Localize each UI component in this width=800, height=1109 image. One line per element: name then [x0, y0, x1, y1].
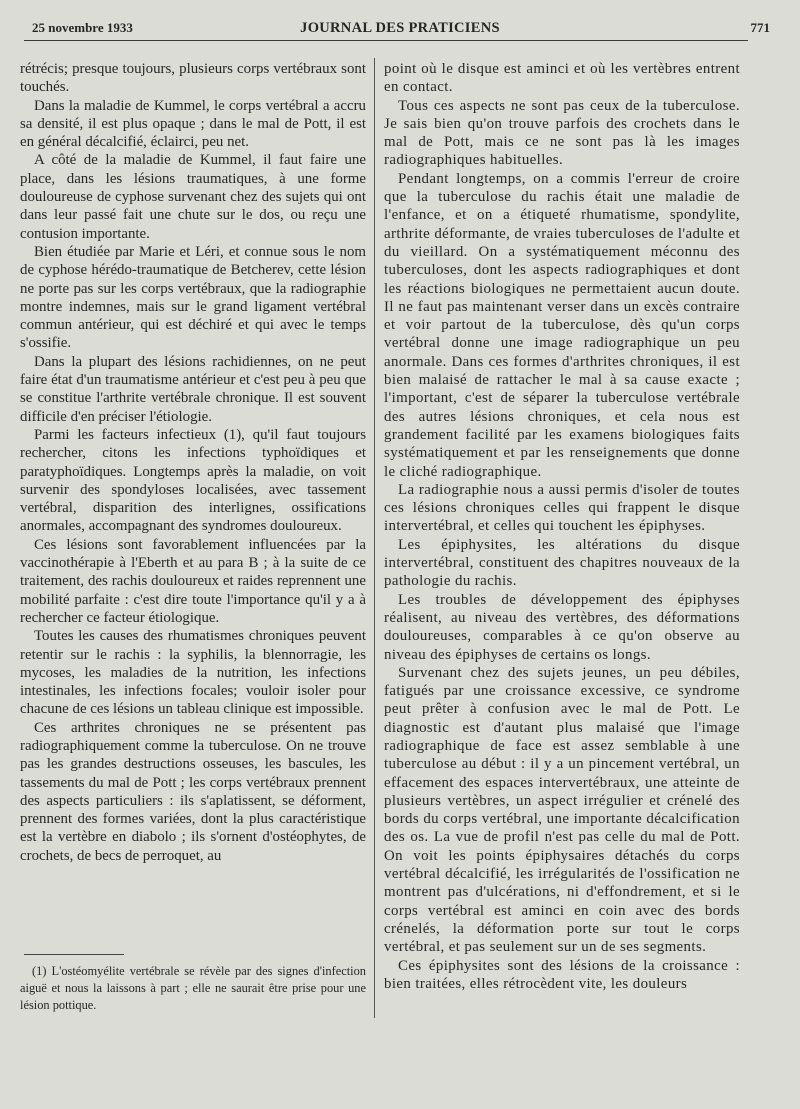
paragraph: rétrécis; presque toujours, plusieurs corps vertébraux sont touchés.	[20, 61, 366, 96]
footnote-rule	[24, 954, 124, 955]
paragraph: Survenant chez des sujets jeunes, un peu débiles, fatigués par une croissance excessive, ce syndrome peut prêter à confusion avec le mal de Pott. Le diagnostic est d'autant plus malaisé que l'image radiographique de face est assez semblable à une tuberculose au début : il y a un pincement vertébral, un effacement des espaces intervertébraux, une atteinte de plusieurs vertèbres, un aspect irrégulier et crénelé des bords du corps vertébral, une importante décalcification des os. La vue de profil n'est pas celle du mal de Pott. On voit les points épiphysaires détachés du corps vertébral décalcifié, les irrégularités de l'ossification ne montrent pas d'ulcérations, ni d'effondrement, et si le corps vertébral est aminci en coin avec des bords crénelés, la déformation porte sur tout le corps vertébral, et pas seulement sur un de ses segments.	[384, 664, 740, 956]
paragraph: Ces lésions sont favorablement influencées par la vaccinothérapie à l'Eberth et au para B ; à la suite de ce traitement, des rachis douloureux et raides reprennent une mobilité parfaite : c'est dire toute l'importance qu'il y a à rechercher ce facteur étiologique.	[20, 536, 366, 626]
paragraph: Bien étudiée par Marie et Léri, et connue sous le nom de cyphose hérédo-traumatique de Betcherev, cette lésion ne porte pas sur les corps vertébraux, que la radiographie montre indemnes, mais sur le grand ligament vertébral commun antérieur, qui est déchiré et qui avec le temps s'ossifie.	[20, 243, 366, 352]
running-header	[30, 18, 770, 40]
left-column	[20, 60, 366, 865]
paragraph: Pendant longtemps, on a commis l'erreur de croire que la tuberculose du rachis était une maladie de l'enfance, et on a étiqueté rhumatisme, spondylite, arthrite déformante, de vraies tuberculoses de l'adulte et du vieillard. On a systématiquement méconnu des tuberculoses, dont les aspects radiographiques et dont les réactions biologiques ne permettaient aucun doute. Il ne faut pas maintenant verser dans un excès contraire et voir partout de la tuberculose, dès qu'un corps vertébral donne une image radiographique un peu anormale. Dans ces formes d'arthrites chroniques, il est bien malaisé de rattacher le mal à sa cause exacte ; l'important, c'est de séparer la tuberculose vertébrale des autres lésions chroniques, et cela nous est grandement facilité par les examens biologiques faits systématiquement et par les renseignements que donne le cliché radiographique.	[384, 170, 740, 480]
paragraph: La radiographie nous a aussi permis d'isoler de toutes ces lésions chroniques celles qui frappent le disque intervertébral, et celles qui touchent les épiphyses.	[384, 481, 740, 535]
paragraph: Ces épiphysites sont des lésions de la croissance : bien traitées, elles rétrocèdent vite, les douleurs	[384, 957, 740, 992]
page-number: 771	[750, 20, 770, 35]
header-rule	[24, 40, 748, 41]
paragraph: point où le disque est aminci et où les vertèbres entrent en contact.	[384, 61, 740, 96]
footnote-marker: (1)	[32, 964, 47, 978]
footnote-text: L'ostéomyélite vertébrale se révèle par des signes d'infection aiguë et nous la laissons à part ; elle ne saurait être prise pour une lésion pottique.	[20, 964, 366, 1012]
paragraph: A côté de la maladie de Kummel, il faut faire une place, dans les lésions traumatiques, à une forme douloureuse de cyphose survenant chez des sujets qui ont dans leur passé fait une chute sur le dos, ou reçu une contusion importante.	[20, 152, 366, 242]
paragraph: Tous ces aspects ne sont pas ceux de la tuberculose. Je sais bien qu'on trouve parfois des crochets dans le mal de Pott, mais ce ne sont pas là les images radiographiques habituelles.	[384, 97, 740, 169]
paragraph: Les troubles de développement des épiphyses réalisent, au niveau des vertèbres, des déformations douloureuses, comparables à ce qu'on observe au niveau des épiphyses de certains os longs.	[384, 591, 740, 663]
paragraph: Dans la plupart des lésions rachidiennes, on ne peut faire état d'un traumatisme antérieur et c'est peu à peu que se constitue l'arthrite vertébrale chronique. Il est souvent difficile d'en préciser l'étiologie.	[20, 353, 366, 425]
paragraph: Toutes les causes des rhumatismes chroniques peuvent retentir sur le rachis : la syphilis, la blennorragie, les mycoses, les maladies de la nutrition, les infections intestinales, les infections focales; vouloir isoler pour chacune de ces lésions un tableau clinique est impossible.	[20, 628, 366, 718]
paragraph: Ces arthrites chroniques ne se présentent pas radiographiquement comme la tuberculose. On ne trouve pas les grandes destructions osseuses, les bascules, les tassements du mal de Pott ; les corps vertébraux prennent des aspects particuliers : ils s'aplatissent, se déforment, prennent des formes variées, dont la plus caractéristique est la vertèbre en diabolo ; ils s'ornent d'ostéophytes, de crochets, de becs de perroquet, au	[20, 719, 366, 864]
journal-title: JOURNAL DES PRATICIENS	[300, 20, 500, 36]
issue-date: 25 novembre 1933	[32, 20, 133, 35]
paragraph: Les épiphysites, les altérations du disque intervertébral, constituent des chapitres nouveaux de la pathologie du rachis.	[384, 536, 740, 590]
footnote	[20, 963, 366, 1014]
paragraph: Parmi les facteurs infectieux (1), qu'il faut toujours rechercher, citons les infections typhoïdiques et paratyphoïdiques. Longtemps après la maladie, on voit survenir des spondyloses localisées, avec tassement vertébral, disparition des interlignes, ossifications anormales, accompagnant des syndromes douloureux.	[20, 426, 366, 535]
paragraph: Dans la maladie de Kummel, le corps vertébral a accru sa densité, il est plus opaque ; dans le mal de Pott, il est en général décalcifié, éclairci, peu net.	[20, 97, 366, 151]
right-column	[384, 60, 740, 993]
column-separator	[374, 58, 375, 1018]
